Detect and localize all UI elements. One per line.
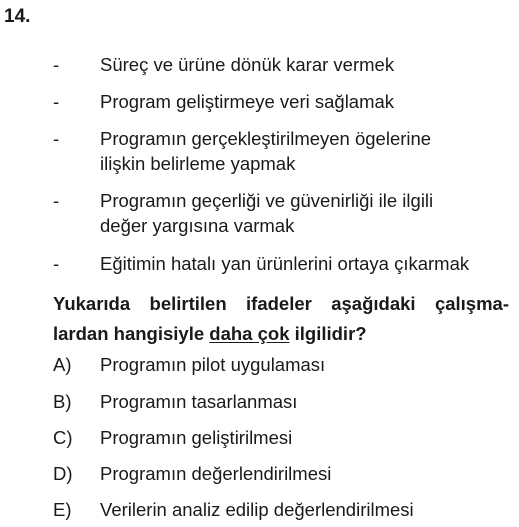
bullet-line: Program geliştirmeye veri sağlamak [100, 91, 395, 112]
bullet-line: Programın gerçekleştirilmeyen ögelerine [100, 128, 432, 149]
stem-emphasis-underlined: daha çok [209, 323, 290, 344]
option-letter: E) [53, 499, 72, 520]
bullet-line: Eğitimin hatalı yan ürünlerini ortaya çıkarmak [100, 253, 470, 274]
bullet-text [100, 188, 510, 238]
stem-line-2-post: ilgilidir? [289, 323, 367, 344]
bullet-line: Programın geçerliği ve güvenirliği ile ilgili [100, 190, 434, 211]
question-number: 14. [4, 6, 31, 27]
question-stem [53, 289, 509, 349]
option-letter: C) [53, 427, 73, 448]
bullet-line: Süreç ve ürüne dönük karar vermek [100, 54, 395, 75]
option-letter: D) [53, 463, 73, 484]
option-text: Programın değerlendirilmesi [100, 463, 332, 484]
option-text: Programın geliştirilmesi [100, 427, 293, 448]
bullet-dash: - [53, 190, 60, 211]
option-letter: B) [53, 391, 72, 412]
stem-line-1: Yukarıda belirtilen ifadeler aşağıdaki çalışma- [53, 293, 509, 314]
bullet-dash: - [53, 253, 60, 274]
bullet-line: değer yargısına varmak [100, 215, 295, 236]
bullet-dash: - [53, 91, 60, 112]
stem-line-2-pre: lardan hangisiyle [53, 323, 210, 344]
stem-line-2 [53, 319, 509, 349]
option-text: Programın tasarlanması [100, 391, 298, 412]
bullet-text [100, 251, 510, 276]
bullet-text [100, 89, 510, 114]
bullet-text [100, 52, 510, 77]
option-text: Verilerin analiz edilip değerlendirilmesi [100, 499, 414, 520]
bullet-line: ilişkin belirleme yapmak [100, 153, 296, 174]
bullet-dash: - [53, 54, 60, 75]
bullet-dash: - [53, 128, 60, 149]
option-letter: A) [53, 354, 72, 375]
option-text: Programın pilot uygulaması [100, 354, 326, 375]
bullet-text [100, 126, 510, 176]
